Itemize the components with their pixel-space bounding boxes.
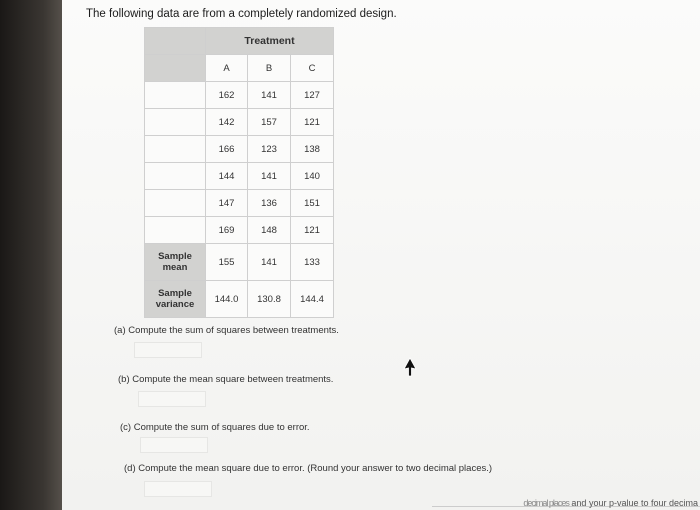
data-cell: 144 xyxy=(206,163,248,190)
answer-input-c[interactable] xyxy=(140,437,208,453)
data-cell: 121 xyxy=(291,217,334,244)
question-b: (b) Compute the mean square between treatments. xyxy=(118,374,334,385)
data-cell: 162 xyxy=(206,82,248,109)
sample-mean-c: 133 xyxy=(291,244,334,281)
corner-cell xyxy=(145,28,206,55)
table-row xyxy=(145,109,334,136)
mouse-pointer-icon xyxy=(402,357,418,377)
sample-mean-a: 155 xyxy=(206,244,248,281)
data-table xyxy=(144,27,334,318)
column-header-b: B xyxy=(248,55,291,82)
sample-mean-row xyxy=(145,244,334,281)
data-cell: 166 xyxy=(206,136,248,163)
table-row xyxy=(145,136,334,163)
treatment-header: Treatment xyxy=(206,28,334,55)
answer-input-b[interactable] xyxy=(138,391,206,407)
data-cell: 136 xyxy=(248,190,291,217)
sample-variance-a: 144.0 xyxy=(206,281,248,318)
table-row xyxy=(145,217,334,244)
corner-cell xyxy=(145,55,206,82)
data-cell: 140 xyxy=(291,163,334,190)
data-cell: 121 xyxy=(291,109,334,136)
sample-variance-c: 144.4 xyxy=(291,281,334,318)
data-cell: 169 xyxy=(206,217,248,244)
question-a: (a) Compute the sum of squares between treatments. xyxy=(114,325,339,336)
intro-text: The following data are from a completely randomized design. xyxy=(86,8,397,20)
question-page xyxy=(62,0,700,510)
answer-input-d[interactable] xyxy=(144,481,212,497)
data-cell: 127 xyxy=(291,82,334,109)
data-cell: 123 xyxy=(248,136,291,163)
question-d: (d) Compute the mean square due to error. (Round your answer to two decimal places.) xyxy=(124,463,493,474)
data-cell: 138 xyxy=(291,136,334,163)
sample-variance-b: 130.8 xyxy=(248,281,291,318)
table-row xyxy=(145,163,334,190)
table-row xyxy=(145,82,334,109)
data-cell: 148 xyxy=(248,217,291,244)
table-row xyxy=(145,190,334,217)
data-cell: 141 xyxy=(248,82,291,109)
data-cell: 142 xyxy=(206,109,248,136)
question-c: (c) Compute the sum of squares due to error. xyxy=(120,422,310,433)
column-header-c: C xyxy=(291,55,334,82)
sample-mean-b: 141 xyxy=(248,244,291,281)
dark-left-edge xyxy=(0,0,62,510)
partial-instruction-text: decimal places and your p-value to four decima xyxy=(523,498,698,508)
sample-mean-label: Sample mean xyxy=(145,244,206,281)
data-cell: 141 xyxy=(248,163,291,190)
answer-input-a[interactable] xyxy=(134,342,202,358)
data-cell: 157 xyxy=(248,109,291,136)
data-cell: 151 xyxy=(291,190,334,217)
data-cell: 147 xyxy=(206,190,248,217)
column-header-a: A xyxy=(206,55,248,82)
sample-variance-label: Sample variance xyxy=(145,281,206,318)
sample-variance-row xyxy=(145,281,334,318)
